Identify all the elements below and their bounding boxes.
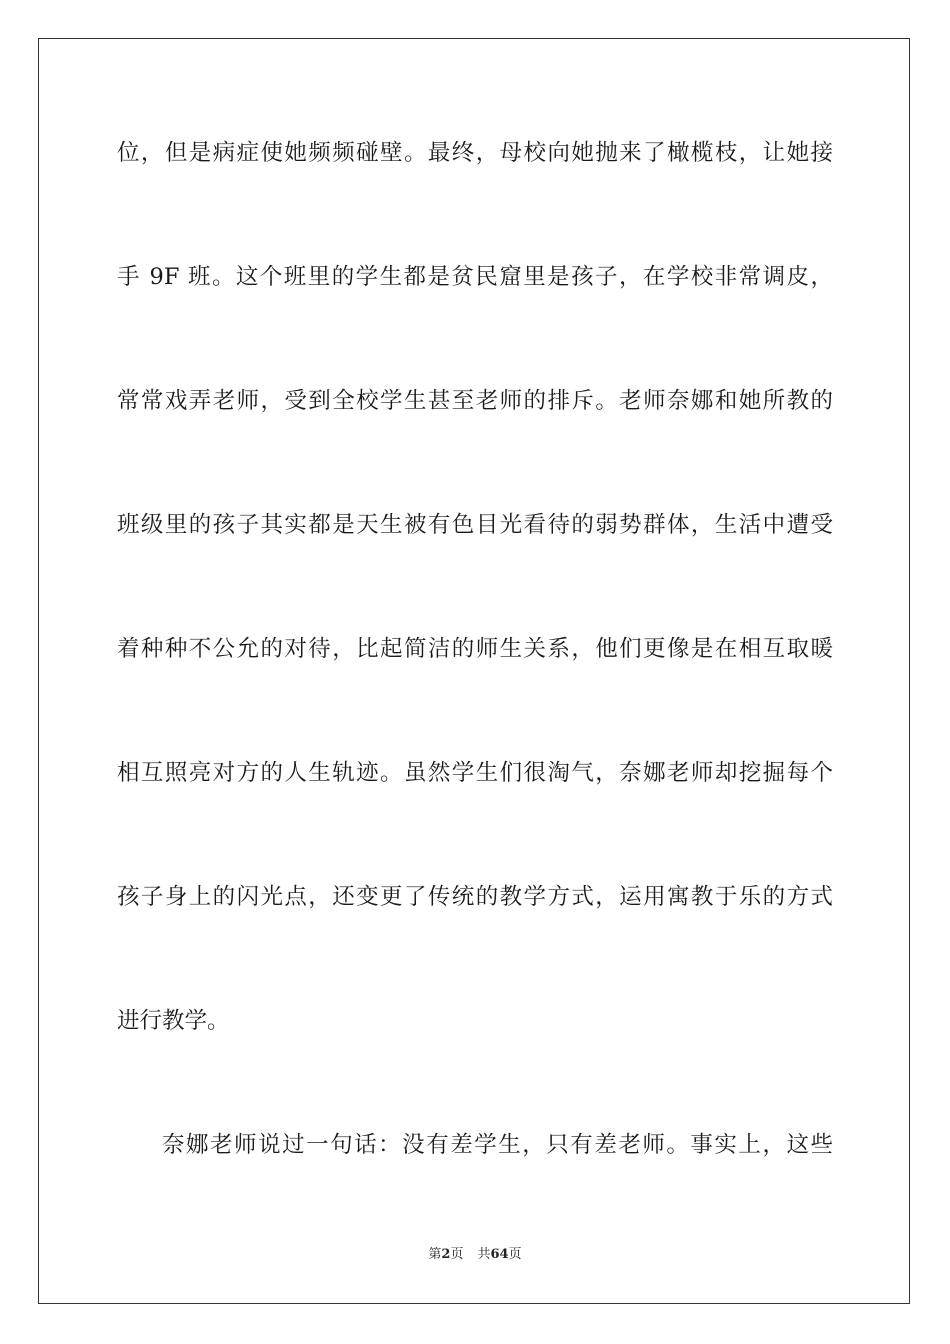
paragraph-start-line: 奈娜老师说过一句话：没有差学生，只有差老师。事实上，这些 bbox=[162, 1132, 833, 1158]
footer-total-suffix: 页 bbox=[508, 1247, 522, 1262]
body-text-line-5: 着种种不公允的对待，比起简洁的师生关系，他们更像是在相互取暖 bbox=[117, 636, 833, 662]
page-border bbox=[38, 38, 910, 1304]
body-text-line-1: 位，但是病症使她频频碰壁。最终，母校向她抛来了橄榄枝，让她接 bbox=[117, 140, 833, 166]
footer-page-prefix: 第 bbox=[428, 1247, 442, 1262]
body-text-line-3: 常常戏弄老师，受到全校学生甚至老师的排斥。老师奈娜和她所教的 bbox=[117, 388, 833, 414]
total-pages-number: 64 bbox=[490, 1247, 509, 1262]
page-footer bbox=[0, 1246, 950, 1264]
current-page-number: 2 bbox=[441, 1247, 451, 1262]
body-text-line-8: 进行教学。 bbox=[117, 1008, 230, 1034]
footer-page-suffix: 页 bbox=[450, 1247, 464, 1262]
body-text-line-7: 孩子身上的闪光点，还变更了传统的教学方式，运用寓教于乐的方式 bbox=[117, 884, 833, 910]
footer-total-prefix: 共 bbox=[477, 1247, 491, 1262]
body-text-line-6: 相互照亮对方的人生轨迹。虽然学生们很淘气，奈娜老师却挖掘每个 bbox=[117, 760, 833, 786]
body-text-line-4: 班级里的孩子其实都是天生被有色目光看待的弱势群体，生活中遭受 bbox=[117, 512, 833, 538]
body-text-line-2: 手 9F 班。这个班里的学生都是贫民窟里是孩子，在学校非常调皮， bbox=[117, 264, 833, 290]
